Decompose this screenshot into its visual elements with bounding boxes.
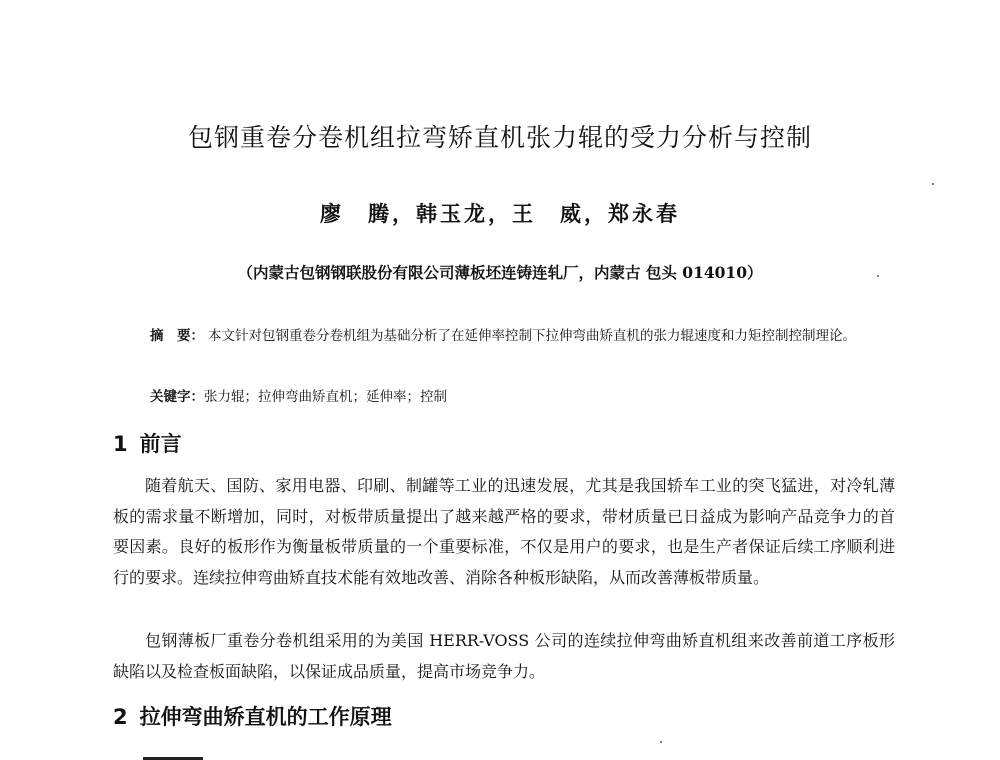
body-paragraph: 随着航天、国防、家用电器、印刷、制罐等工业的迅速发展，尤其是我国轿车工业的突飞猛进，对冷轧薄板的需求量不断增加，同时，对板带质量提出了越来越严格的要求，带材质量已日益成为影响产品竞争力的首要因素。良好的板形作为衡量板带质量的一个重要标准，不仅是用户的要求，也是生产者保证后续工序顺利进行的要求。连续拉伸弯曲矫直技术能有效地改善、消除各种板形缺陷，从而改善薄板带质量。: [113, 476, 895, 587]
section-heading-working-principle: [113, 701, 392, 731]
body-paragraph: 包钢薄板厂重卷分卷机组采用的为美国 HERR-VOSS 公司的连续拉伸弯曲矫直机组来改善前道工序板形缺陷以及检查板面缺陷，以保证成品质量，提高市场竞争力。: [113, 631, 895, 681]
section-title: 拉伸弯曲矫直机的工作原理: [139, 705, 392, 729]
section-number: 1: [113, 432, 128, 456]
keywords-label: 关键字：: [150, 389, 204, 405]
abstract-text: 本文针对包钢重卷分卷机组为基础分析了在延伸率控制下拉伸弯曲矫直机的张力辊速度和力矩控制控制理论。: [208, 328, 856, 344]
author-affiliation: （内蒙古包钢钢联股份有限公司薄板坯连铸连轧厂，内蒙古 包头 014010）: [237, 263, 763, 282]
scan-speck: [932, 183, 934, 185]
cut-off-text-line: [143, 749, 203, 760]
keywords: [150, 386, 870, 408]
section-heading-introduction: [113, 428, 182, 458]
author-list: 廖 腾，韩玉龙，王 威，郑永春: [320, 201, 680, 226]
section-number: 2: [113, 705, 128, 729]
abstract: [150, 322, 870, 350]
paper-title: 包钢重卷分卷机组拉弯矫直机张力辊的受力分析与控制: [187, 123, 812, 152]
scan-speck: [660, 741, 662, 743]
scan-speck: [877, 275, 879, 277]
section-title: 前言: [139, 432, 182, 456]
abstract-label: 摘 要：: [150, 328, 204, 344]
keywords-text: 张力辊；拉伸弯曲矫直机；延伸率；控制: [204, 389, 447, 405]
